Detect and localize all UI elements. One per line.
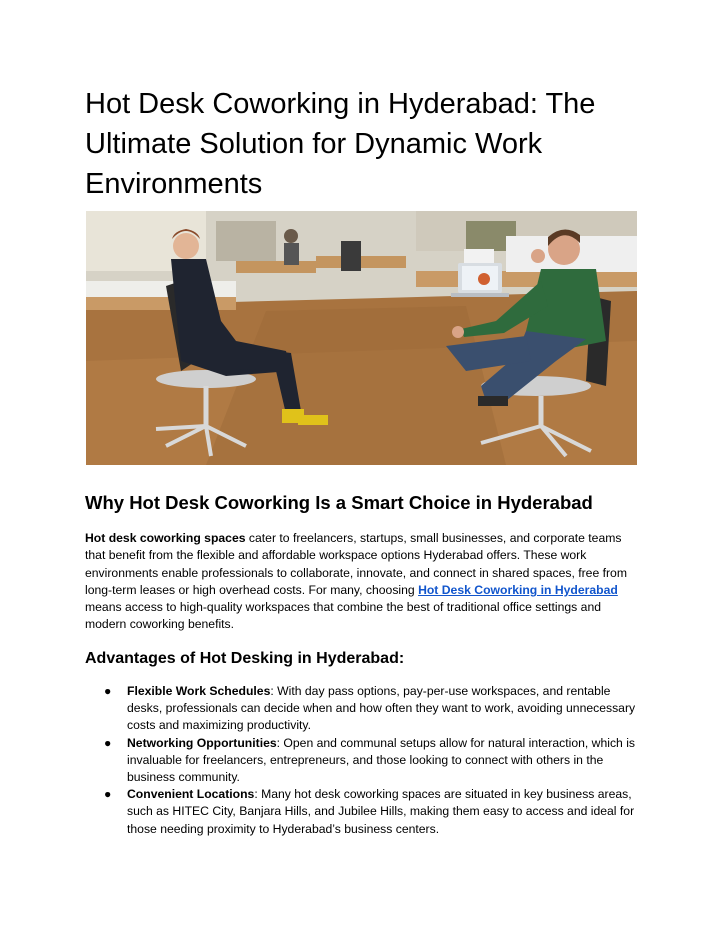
paragraph-text-part2: means access to high-quality workspaces that combine the best of traditional office settings and modern coworking benefits. xyxy=(85,600,601,632)
list-item-term: Networking Opportunities xyxy=(127,735,277,750)
bullet-icon: ● xyxy=(104,684,112,698)
list-item-term: Convenient Locations xyxy=(127,787,255,802)
list-item xyxy=(85,683,640,735)
section-heading-why: Why Hot Desk Coworking Is a Smart Choice in Hyderabad xyxy=(85,492,593,513)
list-item-text: : Many hot desk coworking spaces are situated in key business areas, such as HITEC City, Banjara Hills, and Jubilee Hills, making them easy to access and ideal for those needing proximity to Hyderabad’s business centers. xyxy=(127,787,635,836)
advantages-list xyxy=(85,683,640,838)
list-item xyxy=(85,735,640,787)
list-item-text: : With day pass options, pay-per-use workspaces, and rentable desks, professionals can decide when and how often they want to work, avoiding unnecessary costs and maximizing productivity. xyxy=(127,684,636,733)
bullet-icon: ● xyxy=(104,735,112,750)
hot-desk-coworking-link[interactable]: Hot Desk Coworking in Hyderabad xyxy=(418,582,618,597)
list-item xyxy=(85,786,640,838)
coworking-photo xyxy=(86,211,637,465)
bullet-icon: ● xyxy=(104,787,112,802)
section-heading-advantages: Advantages of Hot Desking in Hyderabad: xyxy=(85,650,405,667)
paragraph-text-part1: cater to freelancers, startups, small businesses, and corporate teams that benefit from the flexible and affordable workspace options Hyderabad offers. These work environments enable professionals to collaborate, innovate, and connect in shared spaces, free from long-term leases or high overhead costs. For many, choosing xyxy=(85,531,627,597)
list-item-term: Flexible Work Schedules xyxy=(127,684,271,698)
page-title: Hot Desk Coworking in Hyderabad: The Ultimate Solution for Dynamic Work Environments xyxy=(85,88,596,200)
paragraph-bold-phrase: Hot desk coworking spaces xyxy=(85,531,246,545)
intro-paragraph xyxy=(85,530,640,634)
list-item-text: : Open and communal setups allow for natural interaction, which is invaluable for freelancers, entrepreneurs, and those looking to connect with others in the business community. xyxy=(127,735,635,785)
coworking-photo-illustration xyxy=(86,211,637,465)
